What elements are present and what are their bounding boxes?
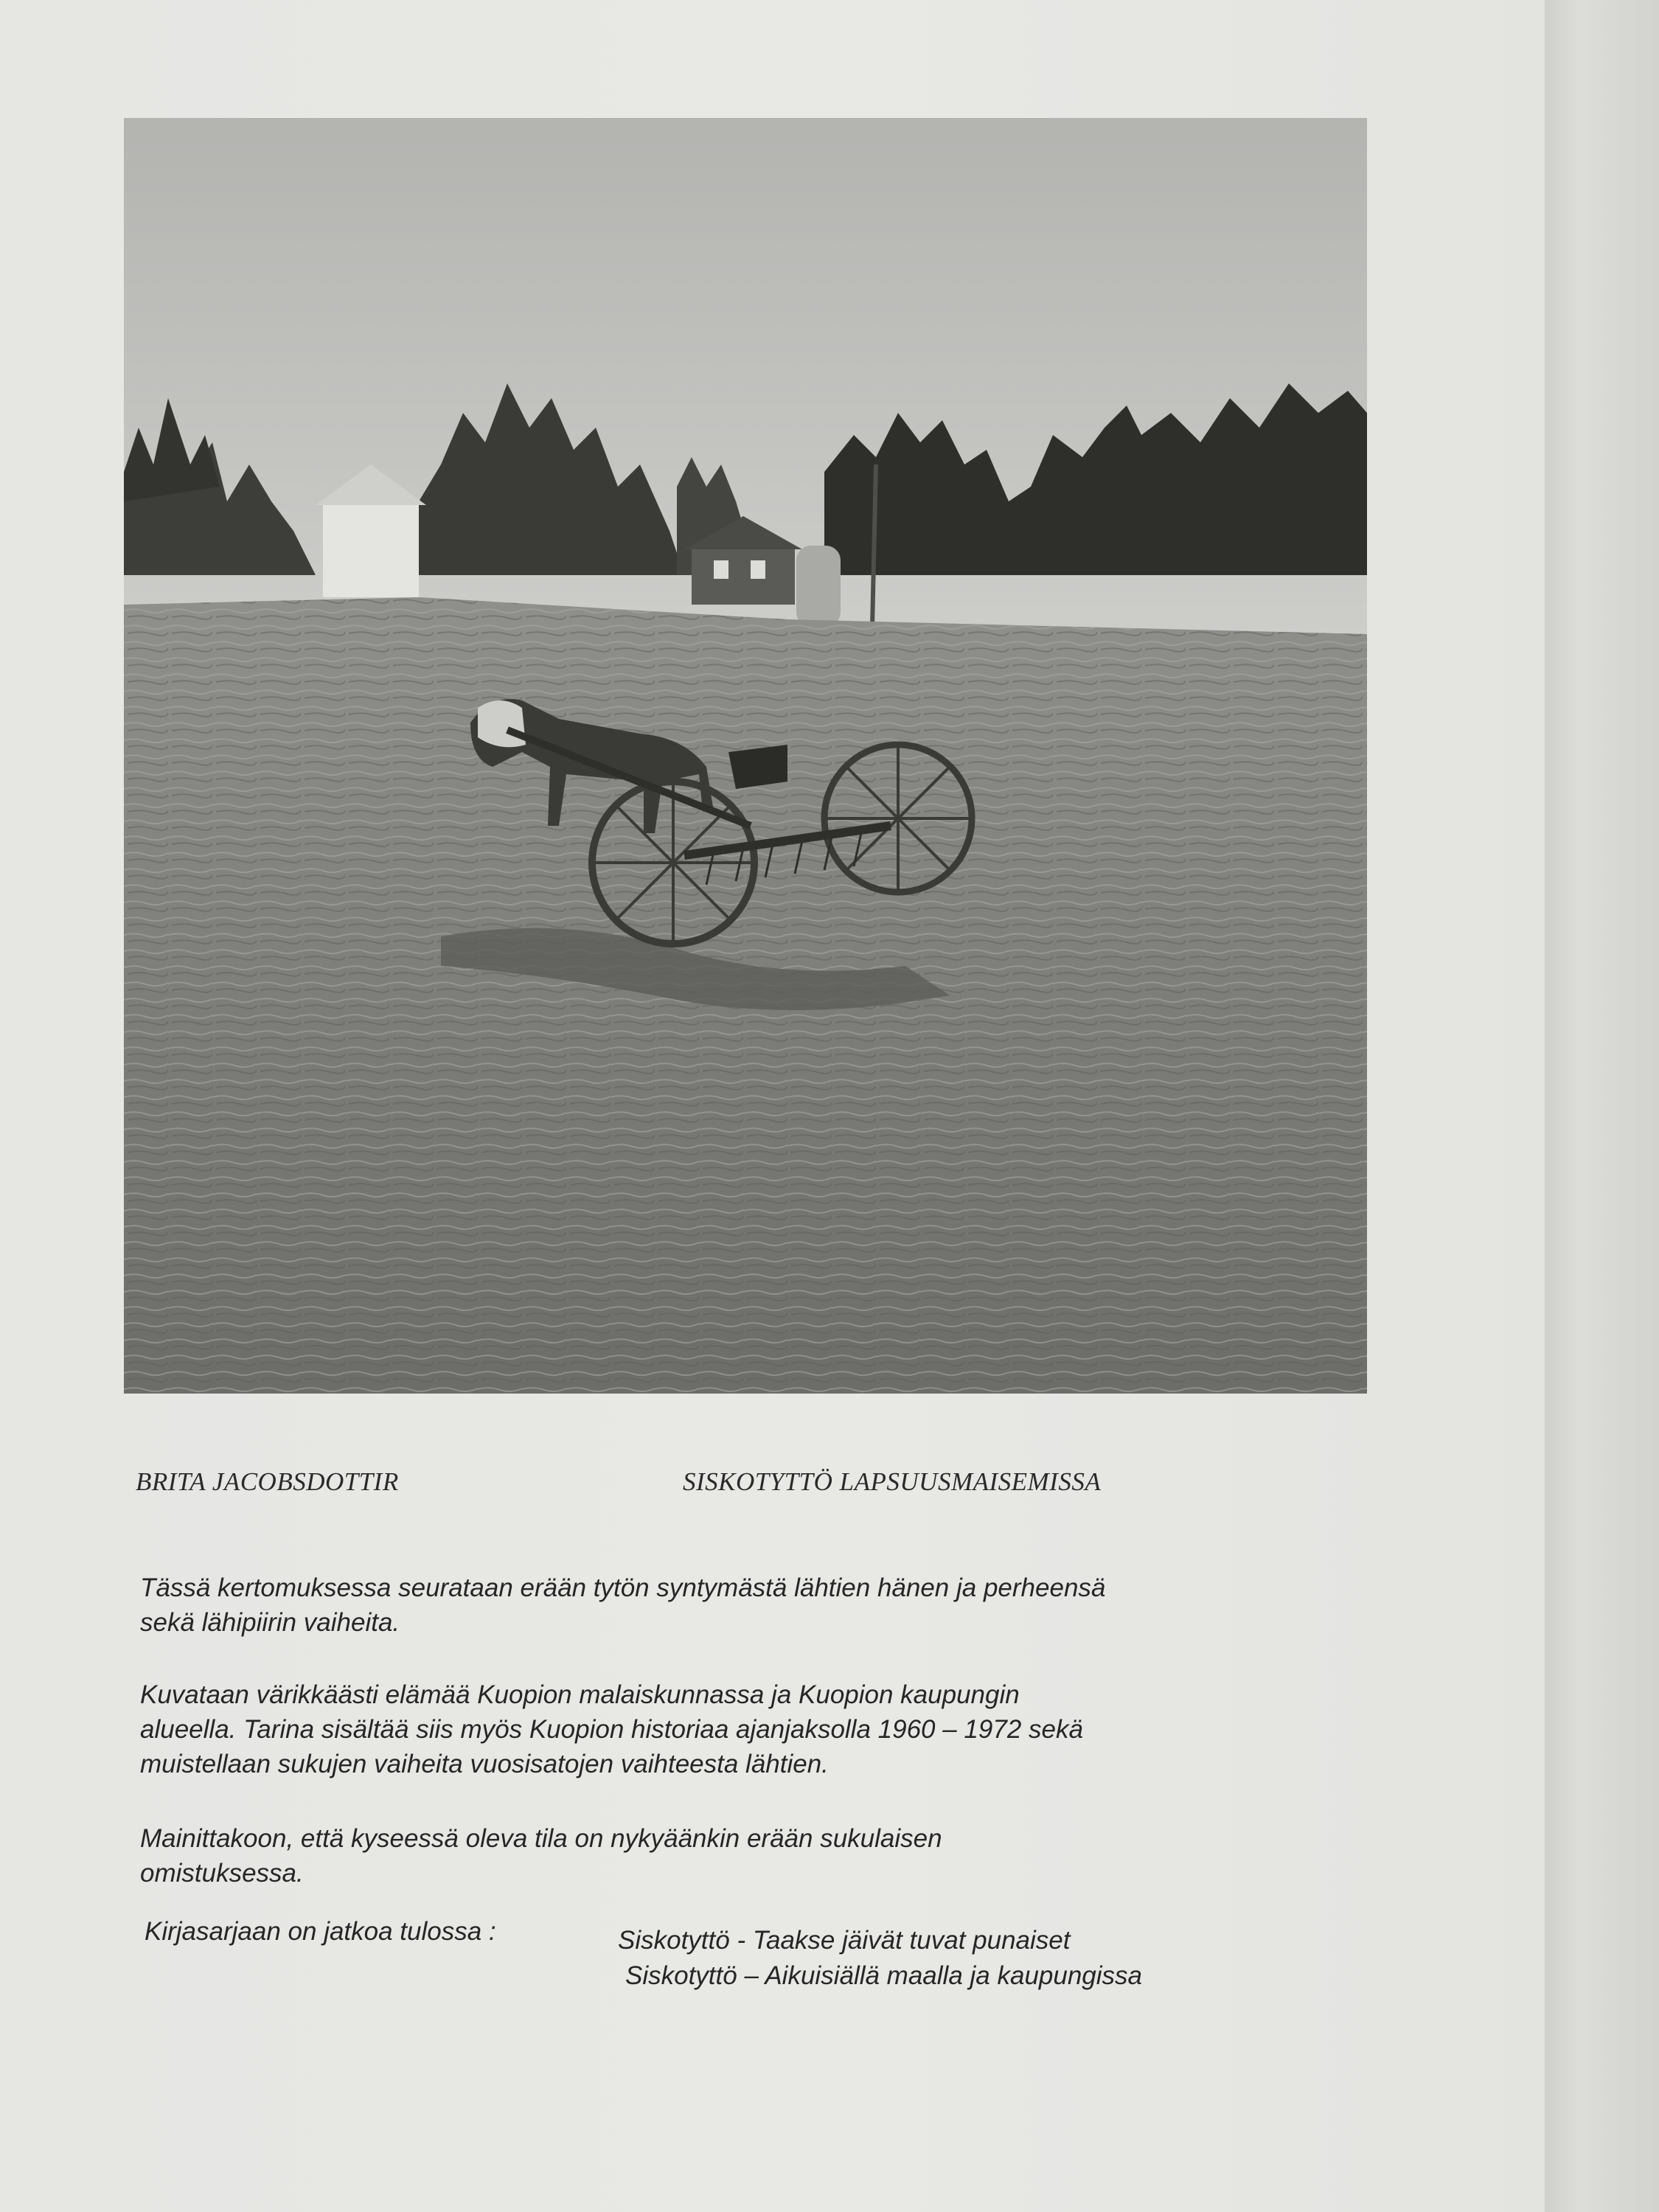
text-line: Tässä kertomuksessa seurataan erään tytön syntymästä lähtien hänen ja perheensä [140, 1573, 1106, 1602]
page-edge [1545, 0, 1659, 2212]
text-line: muistellaan sukujen vaiheita vuosisatojen vaihteesta lähtien. [140, 1750, 829, 1778]
text-line: sekä lähipiirin vaiheita. [140, 1608, 400, 1637]
description-paragraph-3 [140, 1821, 1394, 1891]
description-paragraph-2 [140, 1677, 1394, 1781]
cover-photo [124, 118, 1367, 1394]
book-title: SISKOTYTTÖ LAPSUUSMAISEMISSA [683, 1467, 1102, 1496]
series-item: Siskotyttö - Taakse jäivät tuvat punaiset [618, 1926, 1071, 1955]
series-item: Siskotyttö – Aikuisiällä maalla ja kaupungissa [625, 1961, 1143, 1990]
text-line: alueella. Tarina sisältää siis myös Kuopion historiaa ajanjaksolla 1960 – 1972 sekä [140, 1715, 1083, 1744]
author-name: BRITA JACOBSDOTTIR [136, 1467, 399, 1496]
hay-field-photo-illustration [124, 118, 1367, 1394]
series-label: Kirjasarjaan on jatkoa tulossa : [145, 1917, 496, 1946]
text-line: Mainittakoon, että kyseessä oleva tila on nykyäänkin erään sukulaisen [140, 1824, 942, 1853]
description-paragraph-1 [140, 1571, 1394, 1640]
text-line: Kuvataan värikkäästi elämää Kuopion malaiskunnassa ja Kuopion kaupungin [140, 1680, 1020, 1709]
text-line: omistuksessa. [140, 1859, 304, 1888]
